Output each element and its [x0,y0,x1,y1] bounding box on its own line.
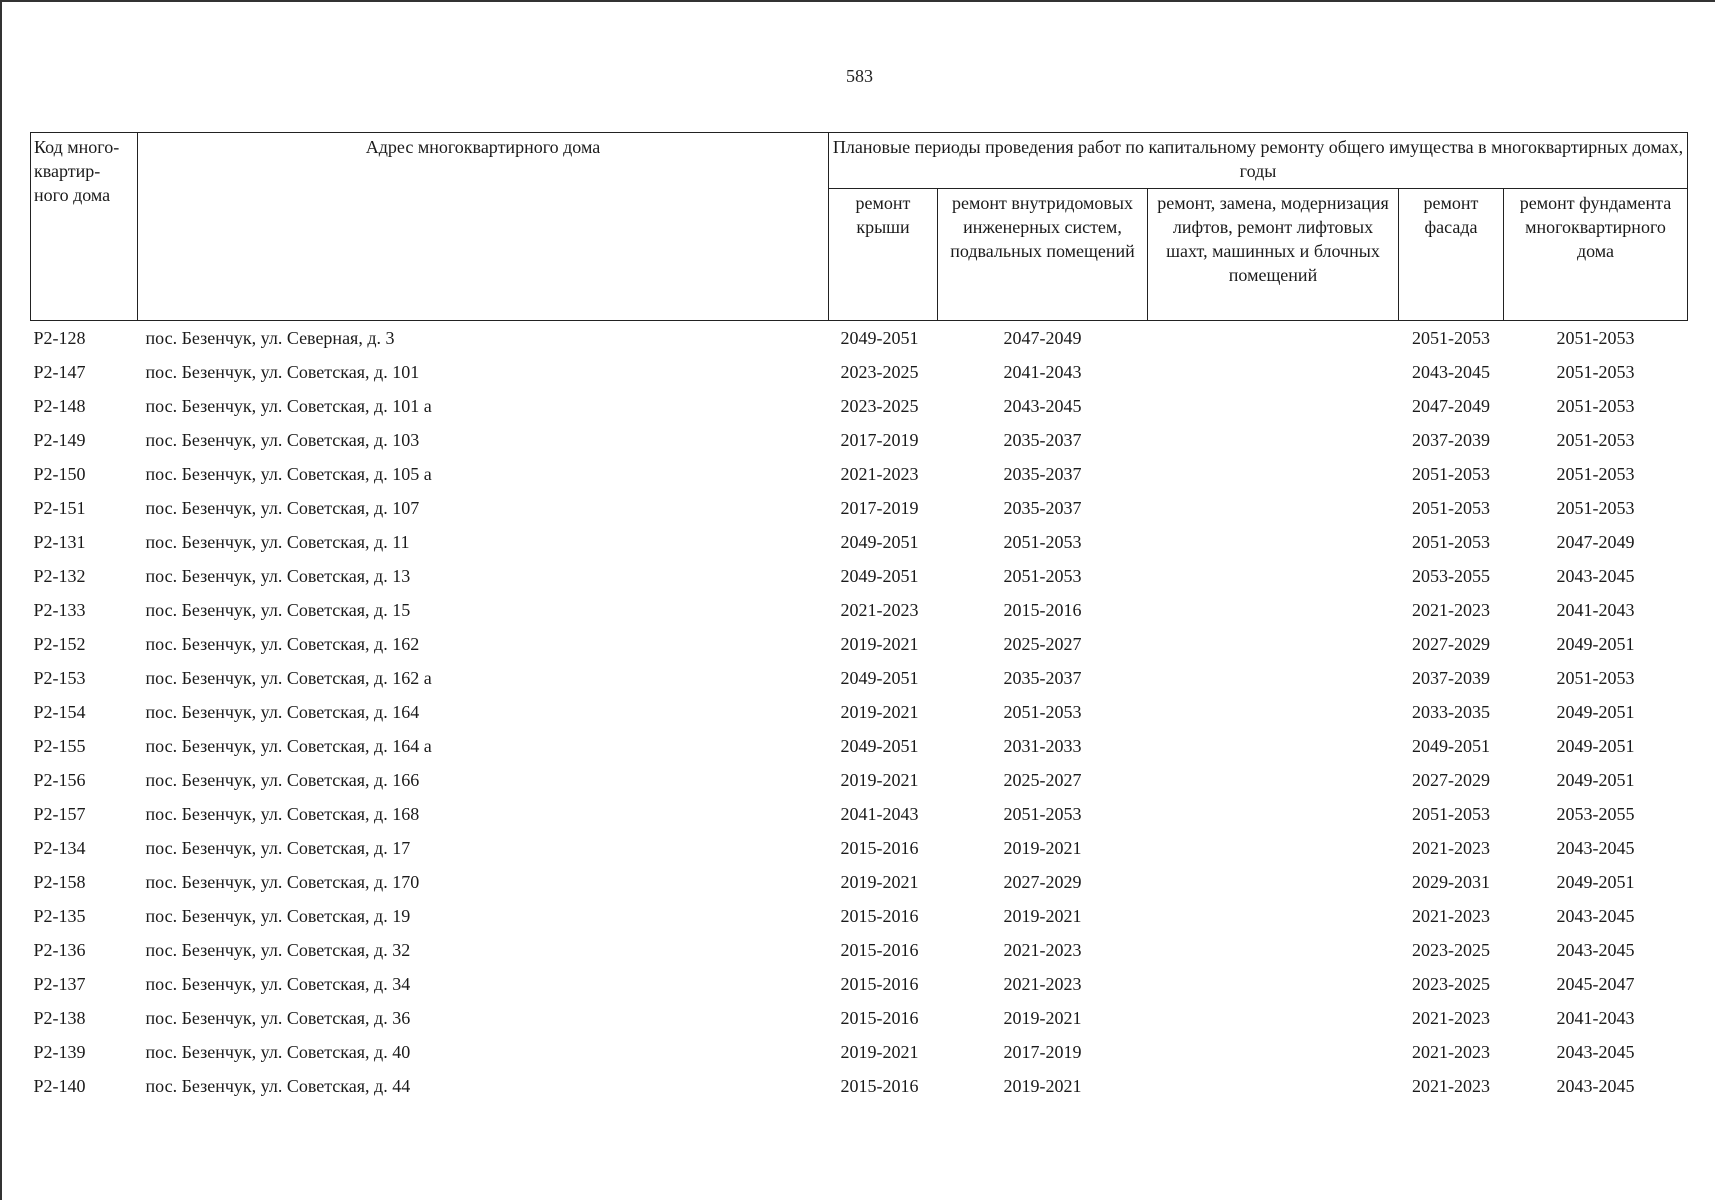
header-facade: ремонт фасада [1399,189,1504,321]
cell-address: пос. Безенчук, ул. Советская, д. 162 [145,634,420,654]
cell-address: пос. Безенчук, ул. Советская, д. 19 [145,906,411,926]
cell-elevators [1148,1035,1399,1069]
cell-elevators [1148,423,1399,457]
cell-foundation: 2043-2045 [1556,838,1635,858]
table-row [31,627,1688,661]
cell-address: пос. Безенчук, ул. Советская, д. 17 [145,838,411,858]
cell-foundation: 2051-2053 [1556,498,1635,518]
cell-foundation: 2041-2043 [1556,1008,1635,1028]
cell-roof: 2021-2023 [840,600,919,620]
table-body [31,321,1688,1104]
table-header [31,133,1688,321]
cell-elevators [1148,865,1399,899]
page-number: 583 [846,66,873,86]
cell-systems: 2027-2029 [1003,872,1082,892]
cell-systems: 2019-2021 [1003,1008,1082,1028]
cell-address: пос. Безенчук, ул. Советская, д. 164 а [145,736,432,756]
table-row [31,1035,1688,1069]
cell-roof: 2049-2051 [840,668,919,688]
cell-facade: 2021-2023 [1412,1042,1490,1062]
cell-elevators [1148,729,1399,763]
capital-repair-table [30,132,1688,1103]
cell-address: пос. Безенчук, ул. Советская, д. 11 [145,532,410,552]
table-row [31,593,1688,627]
cell-address: пос. Безенчук, ул. Советская, д. 170 [145,872,420,892]
cell-code: P2-140 [33,1076,86,1096]
cell-roof: 2049-2051 [840,532,919,552]
cell-systems: 2035-2037 [1003,668,1082,688]
table-row [31,321,1688,356]
table-row [31,1001,1688,1035]
cell-elevators [1148,525,1399,559]
cell-roof: 2015-2016 [840,838,919,858]
cell-elevators [1148,457,1399,491]
cell-foundation: 2043-2045 [1556,1042,1635,1062]
cell-address: пос. Безенчук, ул. Советская, д. 101 [145,362,420,382]
cell-elevators [1148,491,1399,525]
cell-facade: 2051-2053 [1412,498,1490,518]
cell-roof: 2015-2016 [840,1076,919,1096]
cell-systems: 2051-2053 [1003,532,1082,552]
cell-facade: 2043-2045 [1412,362,1490,382]
cell-facade: 2029-2031 [1412,872,1490,892]
cell-roof: 2021-2023 [840,464,919,484]
cell-code: P2-149 [33,430,86,450]
table-row [31,899,1688,933]
cell-address: пос. Безенчук, ул. Советская, д. 107 [145,498,420,518]
cell-systems: 2051-2053 [1003,566,1082,586]
cell-facade: 2027-2029 [1412,634,1490,654]
cell-systems: 2025-2027 [1003,634,1082,654]
cell-foundation: 2049-2051 [1556,736,1635,756]
cell-address: пос. Безенчук, ул. Советская, д. 101 а [145,396,432,416]
cell-facade: 2051-2053 [1412,328,1490,348]
cell-foundation: 2043-2045 [1556,566,1635,586]
cell-foundation: 2051-2053 [1556,328,1635,348]
cell-address: пос. Безенчук, ул. Советская, д. 44 [145,1076,411,1096]
cell-code: P2-139 [33,1042,86,1062]
cell-elevators [1148,831,1399,865]
header-elevators: ремонт, замена, модернизация лифтов, ремонт лифтовых шахт, машинных и блочных помещений [1148,189,1399,321]
header-foundation: ремонт фундамента многоквартирного дома [1504,189,1688,321]
cell-systems: 2035-2037 [1003,498,1082,518]
cell-elevators [1148,797,1399,831]
cell-code: P2-133 [33,600,86,620]
cell-code: P2-152 [33,634,86,654]
cell-code: P2-132 [33,566,86,586]
cell-systems: 2019-2021 [1003,906,1082,926]
cell-address: пос. Безенчук, ул. Северная, д. 3 [145,328,395,348]
table-row [31,695,1688,729]
cell-elevators [1148,389,1399,423]
table-row [31,1069,1688,1103]
table-row [31,933,1688,967]
table-row [31,797,1688,831]
cell-roof: 2019-2021 [840,634,919,654]
table-row [31,661,1688,695]
cell-code: P2-158 [33,872,86,892]
cell-foundation: 2051-2053 [1556,668,1635,688]
cell-foundation: 2043-2045 [1556,1076,1635,1096]
cell-facade: 2051-2053 [1412,464,1490,484]
cell-systems: 2041-2043 [1003,362,1082,382]
cell-systems: 2019-2021 [1003,1076,1082,1096]
cell-roof: 2049-2051 [840,566,919,586]
cell-elevators [1148,967,1399,1001]
cell-systems: 2035-2037 [1003,464,1082,484]
cell-roof: 2015-2016 [840,940,919,960]
cell-facade: 2027-2029 [1412,770,1490,790]
cell-code: P2-155 [33,736,86,756]
cell-facade: 2021-2023 [1412,838,1490,858]
table-row [31,525,1688,559]
cell-elevators [1148,627,1399,661]
cell-code: P2-154 [33,702,86,722]
cell-systems: 2017-2019 [1003,1042,1082,1062]
table-row [31,865,1688,899]
cell-address: пос. Безенчук, ул. Советская, д. 168 [145,804,420,824]
cell-facade: 2051-2053 [1412,532,1490,552]
header-systems: ремонт внутридомовых инженерных систем, подвальных помещений [938,189,1148,321]
cell-address: пос. Безенчук, ул. Советская, д. 40 [145,1042,411,1062]
cell-address: пос. Безенчук, ул. Советская, д. 36 [145,1008,411,1028]
cell-code: P2-151 [33,498,86,518]
header-address: Адрес многоквартирного дома [138,133,829,321]
cell-roof: 2019-2021 [840,1042,919,1062]
cell-foundation: 2053-2055 [1556,804,1635,824]
cell-facade: 2023-2025 [1412,940,1490,960]
cell-systems: 2051-2053 [1003,804,1082,824]
cell-elevators [1148,593,1399,627]
cell-elevators [1148,1001,1399,1035]
cell-foundation: 2051-2053 [1556,430,1635,450]
cell-code: P2-157 [33,804,86,824]
cell-elevators [1148,899,1399,933]
cell-foundation: 2043-2045 [1556,906,1635,926]
table-row [31,831,1688,865]
cell-systems: 2043-2045 [1003,396,1082,416]
cell-address: пос. Безенчук, ул. Советская, д. 103 [145,430,420,450]
cell-systems: 2019-2021 [1003,838,1082,858]
table-row [31,355,1688,389]
cell-elevators [1148,763,1399,797]
cell-roof: 2041-2043 [840,804,919,824]
cell-elevators [1148,695,1399,729]
cell-address: пос. Безенчук, ул. Советская, д. 166 [145,770,420,790]
cell-facade: 2053-2055 [1412,566,1490,586]
cell-foundation: 2051-2053 [1556,396,1635,416]
cell-code: P2-153 [33,668,86,688]
table-row [31,423,1688,457]
cell-foundation: 2041-2043 [1556,600,1635,620]
cell-code: P2-134 [33,838,86,858]
table-row [31,729,1688,763]
table-row [31,389,1688,423]
table-row [31,967,1688,1001]
cell-roof: 2049-2051 [840,328,919,348]
cell-elevators [1148,559,1399,593]
cell-systems: 2025-2027 [1003,770,1082,790]
header-code: Код много-квартир-ного дома [31,133,138,321]
cell-roof: 2019-2021 [840,872,919,892]
cell-address: пос. Безенчук, ул. Советская, д. 34 [145,974,411,994]
cell-systems: 2021-2023 [1003,940,1082,960]
cell-roof: 2023-2025 [840,362,919,382]
cell-code: P2-128 [33,328,86,348]
cell-address: пос. Безенчук, ул. Советская, д. 164 [145,702,420,722]
cell-systems: 2051-2053 [1003,702,1082,722]
cell-facade: 2033-2035 [1412,702,1490,722]
cell-foundation: 2045-2047 [1556,974,1635,994]
cell-code: P2-156 [33,770,86,790]
cell-elevators [1148,933,1399,967]
cell-address: пос. Безенчук, ул. Советская, д. 162 а [145,668,432,688]
cell-systems: 2021-2023 [1003,974,1082,994]
cell-facade: 2023-2025 [1412,974,1490,994]
cell-elevators [1148,1069,1399,1103]
cell-foundation: 2049-2051 [1556,872,1635,892]
cell-facade: 2021-2023 [1412,1076,1490,1096]
header-roof: ремонт крыши [829,189,938,321]
cell-foundation: 2049-2051 [1556,702,1635,722]
table-row [31,491,1688,525]
cell-address: пос. Безенчук, ул. Советская, д. 32 [145,940,411,960]
cell-code: P2-137 [33,974,86,994]
cell-address: пос. Безенчук, ул. Советская, д. 15 [145,600,411,620]
cell-code: P2-131 [33,532,86,552]
cell-systems: 2047-2049 [1003,328,1082,348]
cell-roof: 2017-2019 [840,430,919,450]
cell-elevators [1148,355,1399,389]
cell-facade: 2021-2023 [1412,906,1490,926]
cell-roof: 2019-2021 [840,770,919,790]
cell-systems: 2031-2033 [1003,736,1082,756]
cell-code: P2-136 [33,940,86,960]
table-row [31,457,1688,491]
cell-address: пос. Безенчук, ул. Советская, д. 105 а [145,464,432,484]
cell-facade: 2037-2039 [1412,668,1490,688]
cell-systems: 2035-2037 [1003,430,1082,450]
cell-address: пос. Безенчук, ул. Советская, д. 13 [145,566,411,586]
cell-code: P2-138 [33,1008,86,1028]
cell-roof: 2015-2016 [840,906,919,926]
cell-foundation: 2047-2049 [1556,532,1635,552]
cell-code: P2-148 [33,396,86,416]
cell-roof: 2015-2016 [840,974,919,994]
cell-roof: 2023-2025 [840,396,919,416]
cell-foundation: 2051-2053 [1556,464,1635,484]
table-row [31,763,1688,797]
cell-facade: 2021-2023 [1412,600,1490,620]
cell-facade: 2047-2049 [1412,396,1490,416]
cell-code: P2-150 [33,464,86,484]
cell-roof: 2017-2019 [840,498,919,518]
cell-roof: 2019-2021 [840,702,919,722]
cell-systems: 2015-2016 [1003,600,1082,620]
cell-roof: 2015-2016 [840,1008,919,1028]
cell-elevators [1148,321,1399,356]
cell-facade: 2021-2023 [1412,1008,1490,1028]
cell-elevators [1148,661,1399,695]
cell-foundation: 2049-2051 [1556,770,1635,790]
cell-foundation: 2049-2051 [1556,634,1635,654]
cell-foundation: 2051-2053 [1556,362,1635,382]
cell-facade: 2051-2053 [1412,804,1490,824]
cell-facade: 2049-2051 [1412,736,1490,756]
cell-foundation: 2043-2045 [1556,940,1635,960]
cell-code: P2-135 [33,906,86,926]
cell-roof: 2049-2051 [840,736,919,756]
cell-facade: 2037-2039 [1412,430,1490,450]
header-periods-group: Плановые периоды проведения работ по капитальному ремонту общего имущества в многоквартирных домах, годы [829,133,1688,189]
table-row [31,559,1688,593]
cell-code: P2-147 [33,362,86,382]
